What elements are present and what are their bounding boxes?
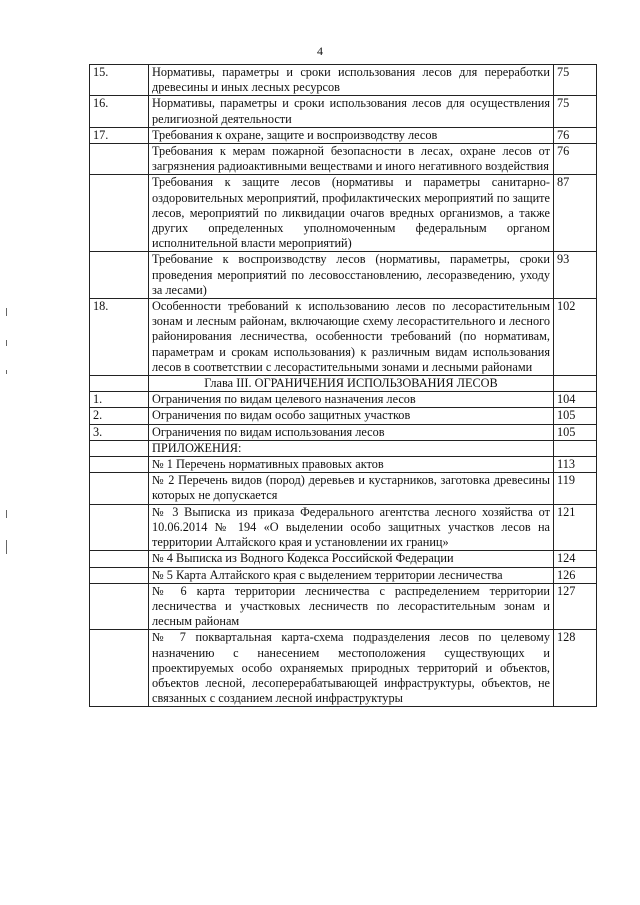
toc-row-title: Глава III. ОГРАНИЧЕНИЯ ИСПОЛЬЗОВАНИЯ ЛЕСОВ	[149, 376, 554, 392]
toc-row-number: 3.	[90, 424, 149, 440]
toc-row-number: 16.	[90, 96, 149, 127]
toc-row-page	[554, 440, 597, 456]
toc-row	[90, 551, 597, 567]
toc-row	[90, 473, 597, 504]
toc-row-page: 76	[554, 127, 597, 143]
toc-row-page	[554, 376, 597, 392]
toc-row	[90, 96, 597, 127]
toc-row	[90, 630, 597, 707]
toc-row-title: № 2 Перечень видов (пород) деревьев и кустарников, заготовка древесины которых не допускается	[149, 473, 554, 504]
scan-mark	[6, 370, 7, 374]
toc-row-page: 102	[554, 299, 597, 376]
toc-row-page: 126	[554, 567, 597, 583]
toc-row	[90, 392, 597, 408]
toc-row-title: № 1 Перечень нормативных правовых актов	[149, 457, 554, 473]
toc-row-page: 105	[554, 408, 597, 424]
toc-row-page: 119	[554, 473, 597, 504]
toc-row-number	[90, 551, 149, 567]
toc-row	[90, 583, 597, 630]
toc-row	[90, 252, 597, 299]
toc-row-page: 87	[554, 175, 597, 252]
toc-row-page: 75	[554, 96, 597, 127]
toc-row-title: Требования к мерам пожарной безопасности в лесах, охране лесов от загрязнения радиоактивными веществами и иного негативного воздействия	[149, 144, 554, 175]
toc-row-page: 113	[554, 457, 597, 473]
toc-row-title: Требование к воспроизводству лесов (нормативы, параметры, сроки проведения мероприятий по лесовосстановлению, лесоразведению, уходу за лесами)	[149, 252, 554, 299]
toc-row-page: 104	[554, 392, 597, 408]
toc-row-number	[90, 144, 149, 175]
toc-row-title: Особенности требований к использованию лесов по лесорастительным зонам и лесным районам, включающие схему лесорастительного и лесного районирования лесничества, особенности требований (по нормативам, параметрам и срокам использования) к различным видам использования лесов в соответствии с лесорастительными зонами и лесными районами	[149, 299, 554, 376]
toc-row-page: 128	[554, 630, 597, 707]
toc-row-title: Ограничения по видам целевого назначения лесов	[149, 392, 554, 408]
toc-row-title: № 4 Выписка из Водного Кодекса Российской Федерации	[149, 551, 554, 567]
toc-row-page: 76	[554, 144, 597, 175]
toc-row-number: 18.	[90, 299, 149, 376]
toc-row-number	[90, 630, 149, 707]
toc-row-page: 124	[554, 551, 597, 567]
toc-row-title: Ограничения по видам особо защитных участков	[149, 408, 554, 424]
toc-row	[90, 457, 597, 473]
toc-row-number: 15.	[90, 65, 149, 96]
toc-row-number	[90, 457, 149, 473]
toc-row-number	[90, 567, 149, 583]
toc-body	[90, 65, 597, 707]
toc-row-title: Нормативы, параметры и сроки использования лесов для осуществления религиозной деятельности	[149, 96, 554, 127]
scan-margin-marks	[4, 300, 14, 600]
toc-row-title: № 7 поквартальная карта-схема подразделения лесов по целевому назначению с нанесением местоположения существующих и проектируемых особо охраняемых природных территорий и объектов, объектов лесной, лесоперерабатывающей инфраструктуры, объектов, не связанных с созданием лесной инфраструктуры	[149, 630, 554, 707]
toc-row-title: Требования к защите лесов (нормативы и параметры санитарно-оздоровительных мероприятий, профилактических мероприятий по защите лесов, мероприятий по ликвидации очагов вредных организмов, а также других определенных уполномоченным федеральным органом исполнительной власти мероприятий)	[149, 175, 554, 252]
toc-row	[90, 376, 597, 392]
toc-row	[90, 504, 597, 551]
toc-row-number	[90, 473, 149, 504]
toc-row	[90, 65, 597, 96]
toc-row-number	[90, 440, 149, 456]
toc-row-title: № 3 Выписка из приказа Федерального агентства лесного хозяйства от 10.06.2014 № 194 «О выделении особо защитных участков лесов на территории Алтайского края и установлении их границ»	[149, 504, 554, 551]
toc-row	[90, 175, 597, 252]
toc-row	[90, 127, 597, 143]
toc-row-number	[90, 175, 149, 252]
scan-mark	[6, 540, 7, 554]
toc-row-title: Ограничения по видам использования лесов	[149, 424, 554, 440]
toc-row	[90, 299, 597, 376]
toc-row	[90, 144, 597, 175]
scan-mark	[6, 308, 7, 316]
toc-row-page: 127	[554, 583, 597, 630]
toc-row-title: Требования к охране, защите и воспроизводству лесов	[149, 127, 554, 143]
toc-row-number	[90, 504, 149, 551]
toc-row-number: 1.	[90, 392, 149, 408]
scan-mark	[6, 340, 7, 346]
toc-row-page: 75	[554, 65, 597, 96]
toc-row	[90, 424, 597, 440]
toc-row-page: 93	[554, 252, 597, 299]
toc-row	[90, 440, 597, 456]
toc-row-number: 17.	[90, 127, 149, 143]
toc-row-page: 121	[554, 504, 597, 551]
page-number: 4	[317, 44, 323, 58]
toc-row-page: 105	[554, 424, 597, 440]
toc-row-number	[90, 376, 149, 392]
toc-row	[90, 567, 597, 583]
toc-row-number: 2.	[90, 408, 149, 424]
toc-row-title: ПРИЛОЖЕНИЯ:	[149, 440, 554, 456]
toc-row-title: № 5 Карта Алтайского края с выделением территории лесничества	[149, 567, 554, 583]
toc-row-title: № 6 карта территории лесничества с распределением территории лесничества и участковых лесничеств по лесорастительным зонам и лесным районам	[149, 583, 554, 630]
toc-row-number	[90, 252, 149, 299]
toc-row-title: Нормативы, параметры и сроки использования лесов для переработки древесины и иных лесных ресурсов	[149, 65, 554, 96]
scan-mark	[6, 510, 7, 518]
toc-table	[89, 64, 597, 707]
toc-row-number	[90, 583, 149, 630]
toc-row	[90, 408, 597, 424]
